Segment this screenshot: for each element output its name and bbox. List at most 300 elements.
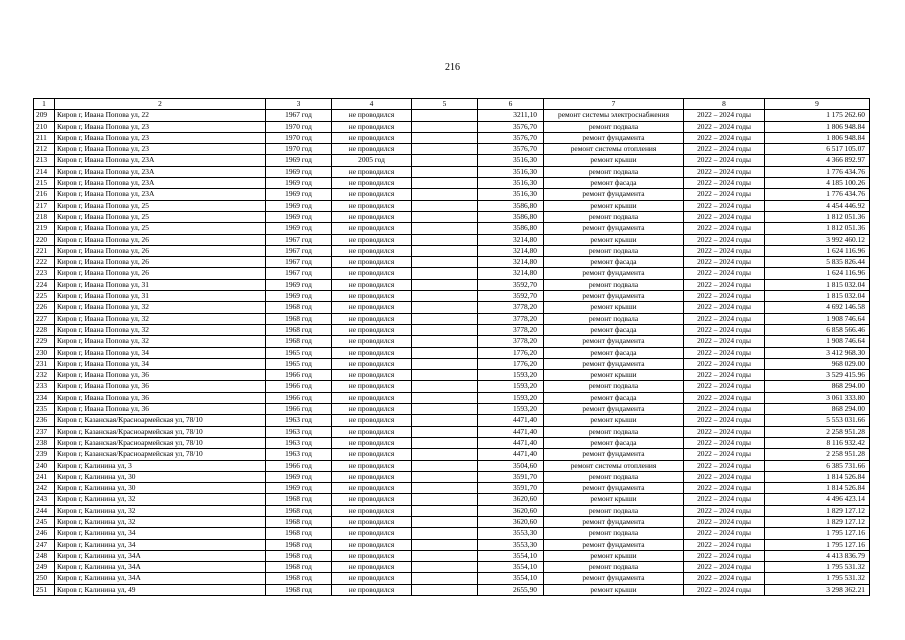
address-cell: Киров г, Ивана Попова ул, 25 <box>55 211 266 222</box>
address-cell: Киров г, Казанская/Красноармейская ул, 78/10 <box>55 415 266 426</box>
area-cell: 1593,20 <box>478 381 544 392</box>
address-cell: Киров г, Ивана Попова ул, 26 <box>55 257 266 268</box>
area-cell: 3620,60 <box>478 505 544 516</box>
row-number-cell: 246 <box>34 528 55 539</box>
last-repair-cell: не проводился <box>332 550 412 561</box>
row-number-cell: 234 <box>34 392 55 403</box>
build-year-cell: 1968 год <box>266 562 332 573</box>
period-cell: 2022 – 2024 годы <box>684 460 765 471</box>
area-cell: 3214,80 <box>478 257 544 268</box>
cost-cell: 3 298 362.21 <box>765 584 870 595</box>
row-number-cell: 242 <box>34 483 55 494</box>
build-year-cell: 1963 год <box>266 449 332 460</box>
period-cell: 2022 – 2024 годы <box>684 245 765 256</box>
table-row <box>34 223 870 234</box>
cost-cell: 3 412 968.30 <box>765 347 870 358</box>
work-type-cell: ремонт подвала <box>544 279 684 290</box>
area-cell: 3576,70 <box>478 121 544 132</box>
row-number-cell: 238 <box>34 437 55 448</box>
row-number-cell: 222 <box>34 257 55 268</box>
last-repair-cell: не проводился <box>332 426 412 437</box>
work-type-cell: ремонт фундамента <box>544 449 684 460</box>
period-cell: 2022 – 2024 годы <box>684 234 765 245</box>
work-type-cell: ремонт фасада <box>544 437 684 448</box>
period-cell: 2022 – 2024 годы <box>684 494 765 505</box>
cost-cell: 1 806 948.84 <box>765 121 870 132</box>
table-row <box>34 189 870 200</box>
empty-cell <box>412 415 478 426</box>
cost-cell: 1 776 434.76 <box>765 189 870 200</box>
period-cell: 2022 – 2024 годы <box>684 302 765 313</box>
empty-cell <box>412 347 478 358</box>
address-cell: Киров г, Калинина ул, 32 <box>55 494 266 505</box>
row-number-cell: 239 <box>34 449 55 460</box>
cost-cell: 4 496 423.14 <box>765 494 870 505</box>
address-cell: Киров г, Ивана Попова ул, 36 <box>55 404 266 415</box>
address-cell: Киров г, Ивана Попова ул, 22 <box>55 110 266 121</box>
row-number-cell: 236 <box>34 415 55 426</box>
build-year-cell: 1967 год <box>266 257 332 268</box>
row-number-cell: 224 <box>34 279 55 290</box>
address-cell: Киров г, Ивана Попова ул, 23А <box>55 166 266 177</box>
work-type-cell: ремонт системы электроснабжения <box>544 110 684 121</box>
last-repair-cell: не проводился <box>332 471 412 482</box>
cost-cell: 1 624 116.96 <box>765 268 870 279</box>
address-cell: Киров г, Калинина ул, 34 <box>55 539 266 550</box>
table-row <box>34 279 870 290</box>
work-type-cell: ремонт фундамента <box>544 189 684 200</box>
row-number-cell: 233 <box>34 381 55 392</box>
address-cell: Киров г, Калинина ул, 32 <box>55 516 266 527</box>
address-cell: Киров г, Ивана Попова ул, 31 <box>55 291 266 302</box>
table-row <box>34 234 870 245</box>
area-cell: 3214,80 <box>478 268 544 279</box>
area-cell: 3620,60 <box>478 494 544 505</box>
last-repair-cell: не проводился <box>332 291 412 302</box>
build-year-cell: 1966 год <box>266 460 332 471</box>
work-type-cell: ремонт крыши <box>544 550 684 561</box>
area-cell: 3586,80 <box>478 200 544 211</box>
row-number-cell: 217 <box>34 200 55 211</box>
cost-cell: 1 815 032.04 <box>765 279 870 290</box>
work-type-cell: ремонт фундамента <box>544 516 684 527</box>
period-cell: 2022 – 2024 годы <box>684 550 765 561</box>
empty-cell <box>412 336 478 347</box>
cost-cell: 3 061 333.80 <box>765 392 870 403</box>
last-repair-cell: не проводился <box>332 110 412 121</box>
build-year-cell: 1968 год <box>266 528 332 539</box>
last-repair-cell: не проводился <box>332 584 412 595</box>
last-repair-cell: не проводился <box>332 460 412 471</box>
work-type-cell: ремонт подвала <box>544 528 684 539</box>
row-number-cell: 249 <box>34 562 55 573</box>
empty-cell <box>412 189 478 200</box>
cost-cell: 1 795 531.32 <box>765 573 870 584</box>
period-cell: 2022 – 2024 годы <box>684 347 765 358</box>
build-year-cell: 1968 год <box>266 336 332 347</box>
build-year-cell: 1969 год <box>266 279 332 290</box>
build-year-cell: 1968 год <box>266 573 332 584</box>
build-year-cell: 1968 год <box>266 550 332 561</box>
last-repair-cell: не проводился <box>332 279 412 290</box>
address-cell: Киров г, Ивана Попова ул, 23А <box>55 189 266 200</box>
row-number-cell: 232 <box>34 370 55 381</box>
cost-cell: 1 795 531.32 <box>765 562 870 573</box>
table-row <box>34 528 870 539</box>
row-number-cell: 248 <box>34 550 55 561</box>
cost-cell: 4 692 146.58 <box>765 302 870 313</box>
last-repair-cell: не проводился <box>332 483 412 494</box>
work-type-cell: ремонт крыши <box>544 584 684 595</box>
address-cell: Киров г, Ивана Попова ул, 32 <box>55 302 266 313</box>
column-header: 9 <box>765 99 870 110</box>
table-row <box>34 324 870 335</box>
work-type-cell: ремонт фундамента <box>544 223 684 234</box>
period-cell: 2022 – 2024 годы <box>684 437 765 448</box>
build-year-cell: 1969 год <box>266 291 332 302</box>
last-repair-cell: не проводился <box>332 437 412 448</box>
last-repair-cell: не проводился <box>332 121 412 132</box>
work-type-cell: ремонт системы отопления <box>544 144 684 155</box>
column-header: 6 <box>478 99 544 110</box>
build-year-cell: 1966 год <box>266 404 332 415</box>
cost-cell: 1 815 032.04 <box>765 291 870 302</box>
last-repair-cell: не проводился <box>332 245 412 256</box>
row-number-cell: 210 <box>34 121 55 132</box>
last-repair-cell: не проводился <box>332 144 412 155</box>
row-number-cell: 226 <box>34 302 55 313</box>
work-type-cell: ремонт фасада <box>544 392 684 403</box>
table-row <box>34 358 870 369</box>
table-row <box>34 381 870 392</box>
work-type-cell: ремонт крыши <box>544 155 684 166</box>
address-cell: Киров г, Ивана Попова ул, 26 <box>55 268 266 279</box>
area-cell: 1593,20 <box>478 392 544 403</box>
period-cell: 2022 – 2024 годы <box>684 573 765 584</box>
cost-cell: 868 294.00 <box>765 381 870 392</box>
build-year-cell: 1968 год <box>266 505 332 516</box>
empty-cell <box>412 437 478 448</box>
last-repair-cell: не проводился <box>332 381 412 392</box>
area-cell: 3778,20 <box>478 302 544 313</box>
address-cell: Киров г, Калинина ул, 34А <box>55 562 266 573</box>
build-year-cell: 1970 год <box>266 144 332 155</box>
empty-cell <box>412 505 478 516</box>
empty-cell <box>412 528 478 539</box>
empty-cell <box>412 381 478 392</box>
build-year-cell: 1965 год <box>266 358 332 369</box>
address-cell: Киров г, Казанская/Красноармейская ул, 78/10 <box>55 426 266 437</box>
address-cell: Киров г, Ивана Попова ул, 23А <box>55 155 266 166</box>
cost-cell: 4 185 100.26 <box>765 178 870 189</box>
table-row <box>34 245 870 256</box>
period-cell: 2022 – 2024 годы <box>684 471 765 482</box>
column-header: 3 <box>266 99 332 110</box>
area-cell: 3591,70 <box>478 471 544 482</box>
period-cell: 2022 – 2024 годы <box>684 211 765 222</box>
row-number-cell: 244 <box>34 505 55 516</box>
period-cell: 2022 – 2024 годы <box>684 132 765 143</box>
empty-cell <box>412 302 478 313</box>
empty-cell <box>412 178 478 189</box>
table-row <box>34 110 870 121</box>
last-repair-cell: не проводился <box>332 494 412 505</box>
empty-cell <box>412 313 478 324</box>
build-year-cell: 1968 год <box>266 324 332 335</box>
address-cell: Киров г, Ивана Попова ул, 31 <box>55 279 266 290</box>
period-cell: 2022 – 2024 годы <box>684 584 765 595</box>
build-year-cell: 1967 год <box>266 245 332 256</box>
address-cell: Киров г, Ивана Попова ул, 36 <box>55 370 266 381</box>
last-repair-cell: не проводился <box>332 324 412 335</box>
table-row <box>34 302 870 313</box>
table-row <box>34 494 870 505</box>
period-cell: 2022 – 2024 годы <box>684 200 765 211</box>
area-cell: 3554,10 <box>478 573 544 584</box>
row-number-cell: 251 <box>34 584 55 595</box>
build-year-cell: 1967 год <box>266 268 332 279</box>
table-row <box>34 370 870 381</box>
address-cell: Киров г, Калинина ул, 32 <box>55 505 266 516</box>
cost-cell: 1 814 526.84 <box>765 471 870 482</box>
cost-cell: 1 908 746.64 <box>765 336 870 347</box>
area-cell: 3554,10 <box>478 562 544 573</box>
period-cell: 2022 – 2024 годы <box>684 426 765 437</box>
column-header: 2 <box>55 99 266 110</box>
last-repair-cell: не проводился <box>332 178 412 189</box>
work-type-cell: ремонт фасада <box>544 178 684 189</box>
empty-cell <box>412 516 478 527</box>
work-type-cell: ремонт подвала <box>544 562 684 573</box>
cost-cell: 1 908 746.64 <box>765 313 870 324</box>
row-number-cell: 229 <box>34 336 55 347</box>
work-type-cell: ремонт подвала <box>544 381 684 392</box>
period-cell: 2022 – 2024 годы <box>684 324 765 335</box>
address-cell: Киров г, Ивана Попова ул, 23 <box>55 121 266 132</box>
table-row <box>34 178 870 189</box>
area-cell: 3620,60 <box>478 516 544 527</box>
row-number-cell: 230 <box>34 347 55 358</box>
cost-cell: 1 829 127.12 <box>765 516 870 527</box>
empty-cell <box>412 471 478 482</box>
address-cell: Киров г, Ивана Попова ул, 25 <box>55 223 266 234</box>
work-type-cell: ремонт фасада <box>544 324 684 335</box>
table-row <box>34 336 870 347</box>
row-number-cell: 215 <box>34 178 55 189</box>
empty-cell <box>412 110 478 121</box>
area-cell: 1593,20 <box>478 404 544 415</box>
cost-cell: 8 116 932.42 <box>765 437 870 448</box>
table-row <box>34 505 870 516</box>
area-cell: 3554,10 <box>478 550 544 561</box>
cost-cell: 1 776 434.76 <box>765 166 870 177</box>
empty-cell <box>412 562 478 573</box>
repair-program-table <box>33 98 870 596</box>
empty-cell <box>412 584 478 595</box>
empty-cell <box>412 279 478 290</box>
area-cell: 3576,70 <box>478 132 544 143</box>
work-type-cell: ремонт фундамента <box>544 291 684 302</box>
empty-cell <box>412 234 478 245</box>
last-repair-cell: не проводился <box>332 505 412 516</box>
address-cell: Киров г, Ивана Попова ул, 34 <box>55 358 266 369</box>
build-year-cell: 1969 год <box>266 211 332 222</box>
cost-cell: 1 814 526.84 <box>765 483 870 494</box>
row-number-cell: 216 <box>34 189 55 200</box>
period-cell: 2022 – 2024 годы <box>684 336 765 347</box>
work-type-cell: ремонт фундамента <box>544 539 684 550</box>
period-cell: 2022 – 2024 годы <box>684 539 765 550</box>
area-cell: 4471,40 <box>478 426 544 437</box>
area-cell: 4471,40 <box>478 449 544 460</box>
last-repair-cell: не проводился <box>332 223 412 234</box>
empty-cell <box>412 426 478 437</box>
last-repair-cell: не проводился <box>332 313 412 324</box>
empty-cell <box>412 223 478 234</box>
area-cell: 3504,60 <box>478 460 544 471</box>
period-cell: 2022 – 2024 годы <box>684 144 765 155</box>
period-cell: 2022 – 2024 годы <box>684 189 765 200</box>
table-row <box>34 584 870 595</box>
last-repair-cell: не проводился <box>332 528 412 539</box>
empty-cell <box>412 539 478 550</box>
address-cell: Киров г, Ивана Попова ул, 36 <box>55 381 266 392</box>
empty-cell <box>412 121 478 132</box>
row-number-cell: 221 <box>34 245 55 256</box>
address-cell: Киров г, Казанская/Красноармейская ул, 78/10 <box>55 437 266 448</box>
build-year-cell: 1966 год <box>266 370 332 381</box>
period-cell: 2022 – 2024 годы <box>684 505 765 516</box>
build-year-cell: 1963 год <box>266 437 332 448</box>
table-row <box>34 291 870 302</box>
empty-cell <box>412 245 478 256</box>
work-type-cell: ремонт фасада <box>544 257 684 268</box>
area-cell: 1776,20 <box>478 358 544 369</box>
cost-cell: 1 812 051.36 <box>765 223 870 234</box>
cost-cell: 2 258 951.28 <box>765 449 870 460</box>
area-cell: 3516,30 <box>478 189 544 200</box>
address-cell: Киров г, Ивана Попова ул, 32 <box>55 336 266 347</box>
cost-cell: 2 258 951.28 <box>765 426 870 437</box>
address-cell: Киров г, Ивана Попова ул, 36 <box>55 392 266 403</box>
area-cell: 3592,70 <box>478 279 544 290</box>
work-type-cell: ремонт крыши <box>544 415 684 426</box>
build-year-cell: 1969 год <box>266 166 332 177</box>
last-repair-cell: не проводился <box>332 539 412 550</box>
last-repair-cell: не проводился <box>332 562 412 573</box>
table-row <box>34 415 870 426</box>
empty-cell <box>412 166 478 177</box>
empty-cell <box>412 404 478 415</box>
empty-cell <box>412 211 478 222</box>
work-type-cell: ремонт крыши <box>544 494 684 505</box>
address-cell: Киров г, Калинина ул, 34А <box>55 573 266 584</box>
build-year-cell: 1969 год <box>266 223 332 234</box>
build-year-cell: 1968 год <box>266 584 332 595</box>
empty-cell <box>412 494 478 505</box>
cost-cell: 1 795 127.16 <box>765 528 870 539</box>
build-year-cell: 1966 год <box>266 381 332 392</box>
build-year-cell: 1967 год <box>266 110 332 121</box>
cost-cell: 1 624 116.96 <box>765 245 870 256</box>
cost-cell: 868 294.00 <box>765 404 870 415</box>
period-cell: 2022 – 2024 годы <box>684 257 765 268</box>
address-cell: Киров г, Ивана Попова ул, 26 <box>55 234 266 245</box>
build-year-cell: 1968 год <box>266 302 332 313</box>
build-year-cell: 1970 год <box>266 121 332 132</box>
area-cell: 4471,40 <box>478 437 544 448</box>
table-row <box>34 313 870 324</box>
cost-cell: 5 553 031.66 <box>765 415 870 426</box>
empty-cell <box>412 370 478 381</box>
cost-cell: 3 529 415.96 <box>765 370 870 381</box>
row-number-cell: 235 <box>34 404 55 415</box>
last-repair-cell: не проводился <box>332 573 412 584</box>
area-cell: 3516,30 <box>478 155 544 166</box>
last-repair-cell: не проводился <box>332 516 412 527</box>
row-number-cell: 213 <box>34 155 55 166</box>
row-number-cell: 220 <box>34 234 55 245</box>
work-type-cell: ремонт фасада <box>544 347 684 358</box>
row-number-cell: 227 <box>34 313 55 324</box>
last-repair-cell: не проводился <box>332 166 412 177</box>
empty-cell <box>412 573 478 584</box>
period-cell: 2022 – 2024 годы <box>684 516 765 527</box>
build-year-cell: 1968 год <box>266 539 332 550</box>
period-cell: 2022 – 2024 годы <box>684 562 765 573</box>
header-row <box>34 99 870 110</box>
cost-cell: 6 385 731.66 <box>765 460 870 471</box>
last-repair-cell: не проводился <box>332 257 412 268</box>
empty-cell <box>412 449 478 460</box>
last-repair-cell: не проводился <box>332 404 412 415</box>
table-row <box>34 211 870 222</box>
period-cell: 2022 – 2024 годы <box>684 268 765 279</box>
table-row <box>34 155 870 166</box>
last-repair-cell: не проводился <box>332 302 412 313</box>
empty-cell <box>412 268 478 279</box>
area-cell: 3516,30 <box>478 178 544 189</box>
last-repair-cell: не проводился <box>332 336 412 347</box>
table-row <box>34 347 870 358</box>
address-cell: Киров г, Ивана Попова ул, 34 <box>55 347 266 358</box>
work-type-cell: ремонт фундамента <box>544 404 684 415</box>
row-number-cell: 223 <box>34 268 55 279</box>
area-cell: 3591,70 <box>478 483 544 494</box>
period-cell: 2022 – 2024 годы <box>684 392 765 403</box>
address-cell: Киров г, Ивана Попова ул, 32 <box>55 313 266 324</box>
table-row <box>34 516 870 527</box>
address-cell: Киров г, Калинина ул, 49 <box>55 584 266 595</box>
period-cell: 2022 – 2024 годы <box>684 449 765 460</box>
empty-cell <box>412 358 478 369</box>
table-row <box>34 426 870 437</box>
address-cell: Киров г, Ивана Попова ул, 32 <box>55 324 266 335</box>
last-repair-cell: не проводился <box>332 392 412 403</box>
last-repair-cell: не проводился <box>332 132 412 143</box>
last-repair-cell: не проводился <box>332 370 412 381</box>
empty-cell <box>412 132 478 143</box>
empty-cell <box>412 291 478 302</box>
build-year-cell: 1968 год <box>266 494 332 505</box>
work-type-cell: ремонт подвала <box>544 121 684 132</box>
cost-cell: 1 175 262.60 <box>765 110 870 121</box>
empty-cell <box>412 460 478 471</box>
last-repair-cell: не проводился <box>332 200 412 211</box>
build-year-cell: 1965 год <box>266 347 332 358</box>
work-type-cell: ремонт подвала <box>544 211 684 222</box>
period-cell: 2022 – 2024 годы <box>684 110 765 121</box>
